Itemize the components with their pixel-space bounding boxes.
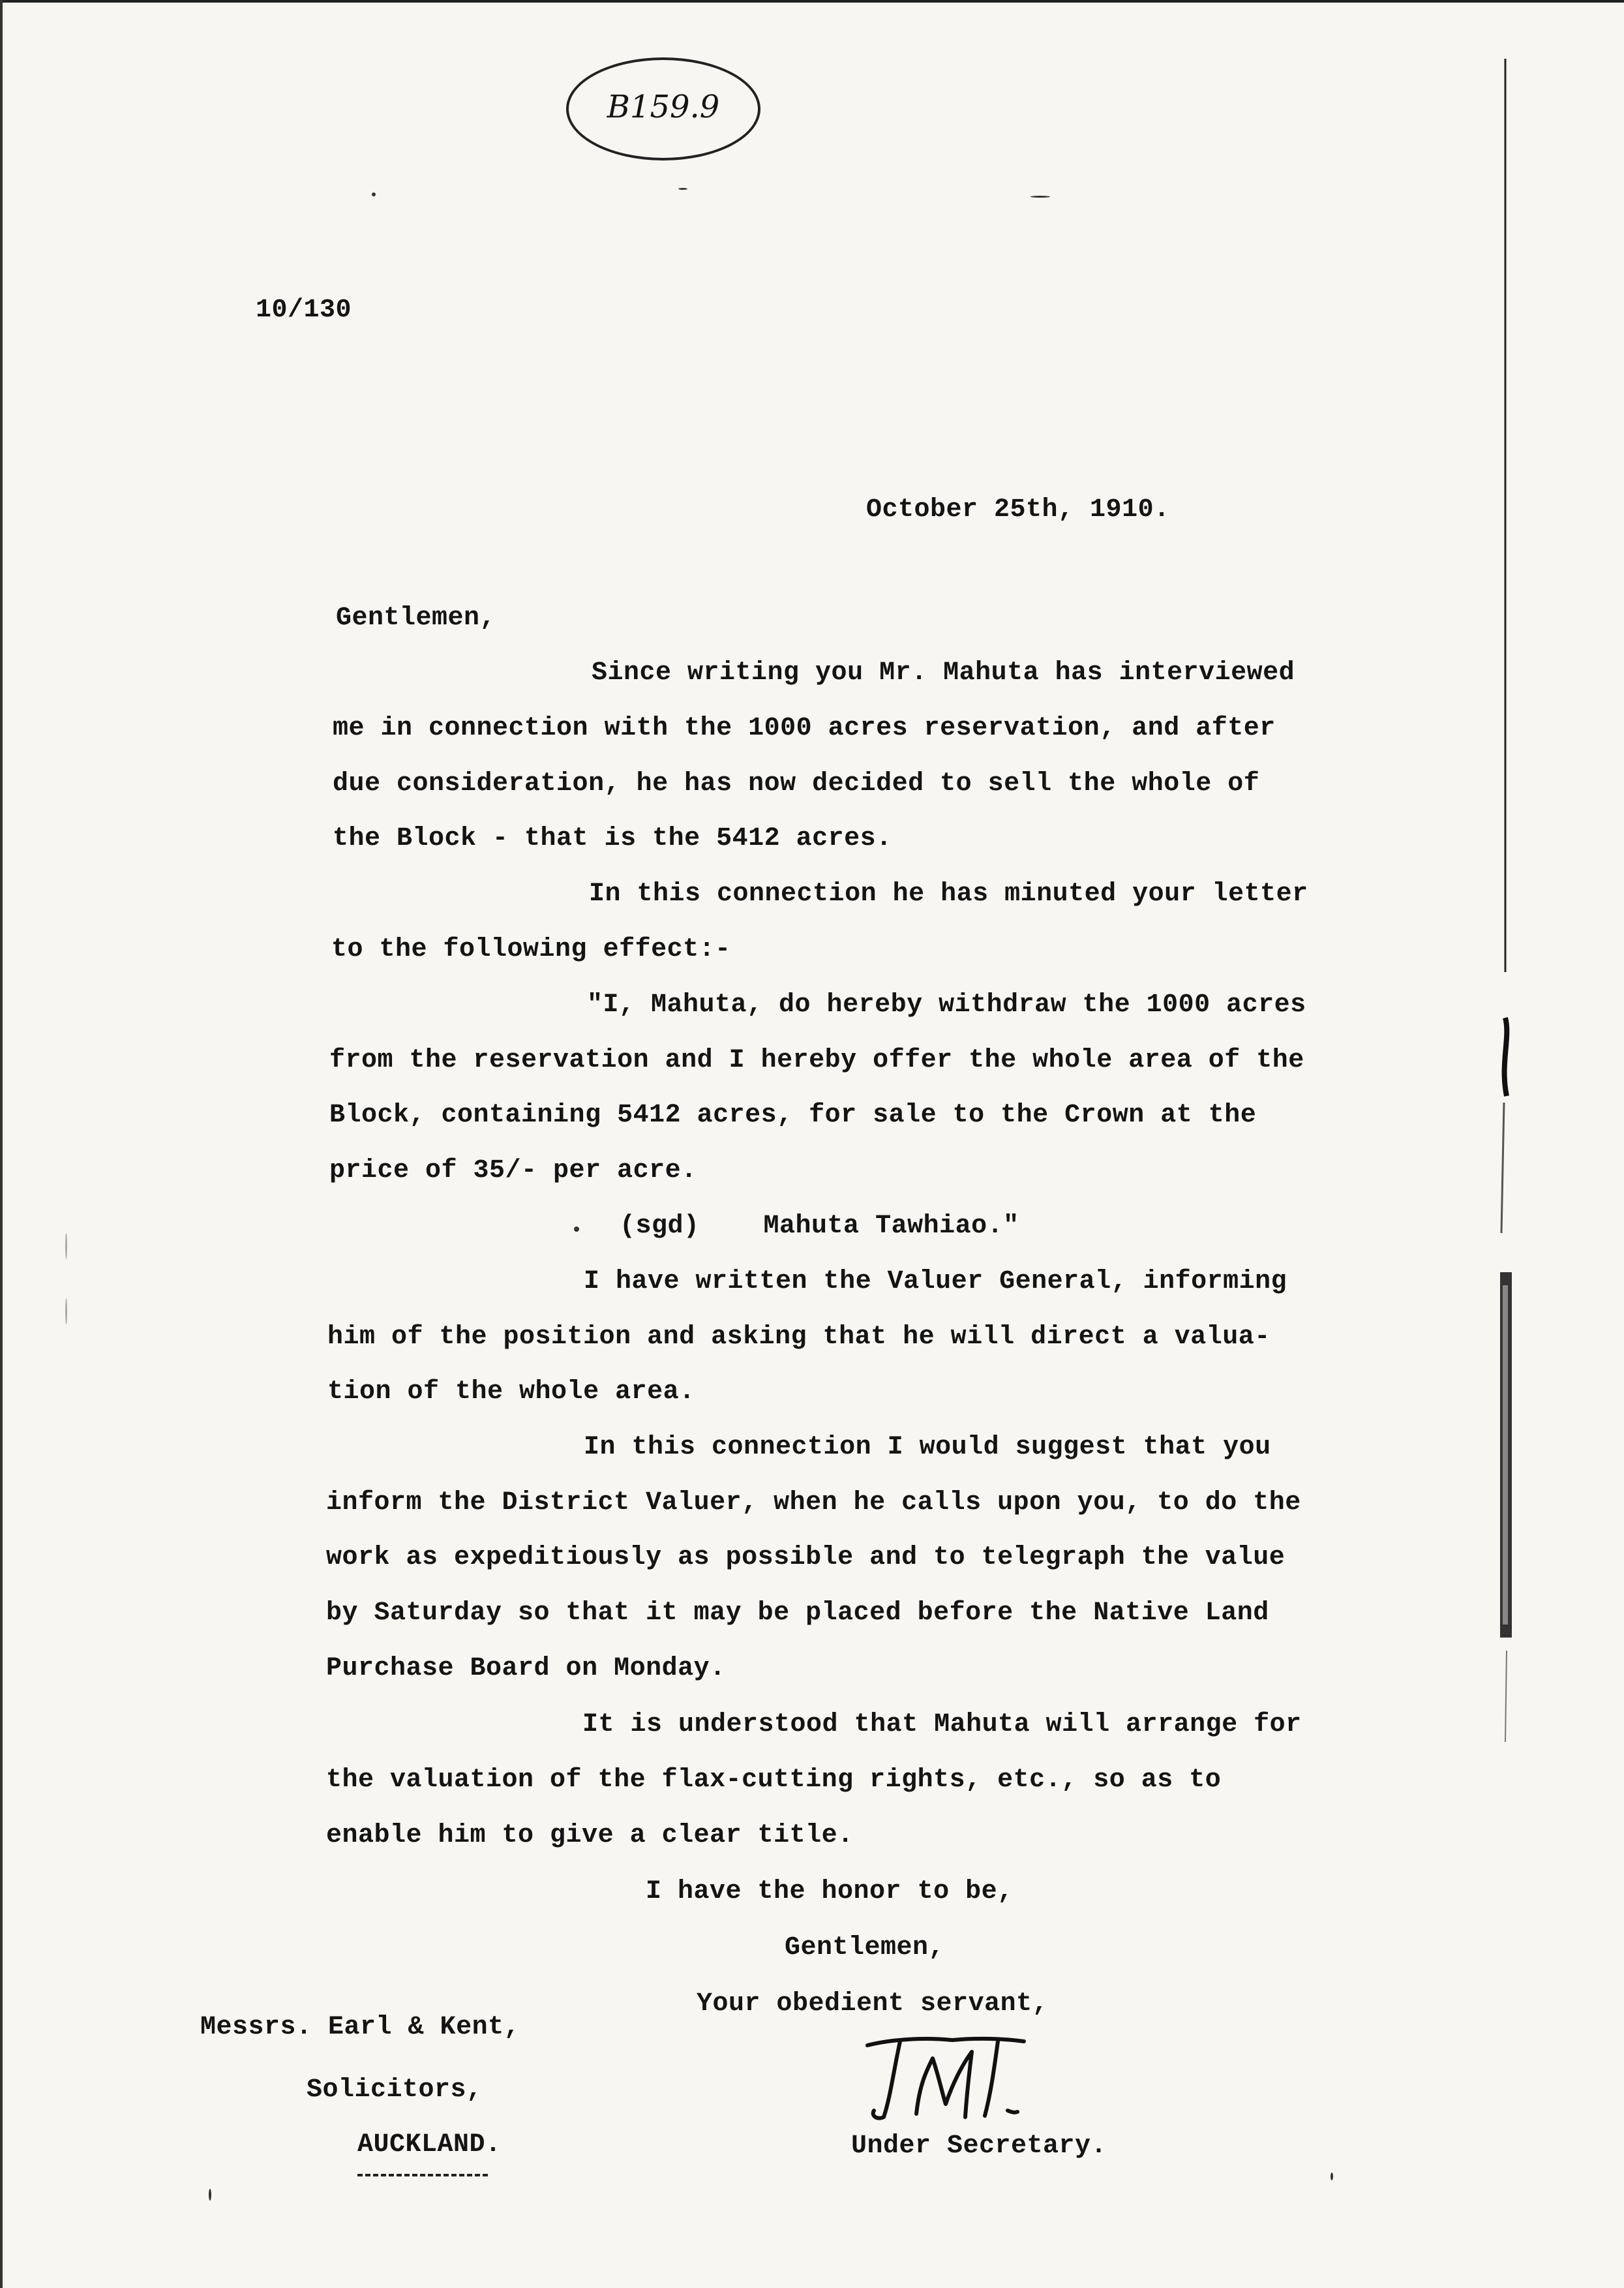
letter-date: October 25th, 1910. bbox=[866, 495, 1170, 525]
body-line: due consideration, he has now decided to sell the whole of bbox=[333, 769, 1260, 799]
scan-speck bbox=[1030, 196, 1050, 198]
scan-speck bbox=[65, 1298, 67, 1324]
file-number-stamp bbox=[566, 57, 760, 160]
closing-line: I have the honor to be, bbox=[646, 1877, 1014, 1906]
closing-salutation: Gentlemen, bbox=[785, 1933, 945, 1962]
scan-speck bbox=[65, 1233, 67, 1259]
body-line: him of the position and asking that he will direct a valua- bbox=[327, 1322, 1271, 1352]
body-line: In this connection he has minuted your letter bbox=[589, 879, 1308, 909]
body-line: It is understood that Mahuta will arrange for bbox=[582, 1710, 1302, 1739]
body-line: Since writing you Mr. Mahuta has interviewed bbox=[592, 658, 1295, 688]
body-line: work as expeditiously as possible and to telegraph the value bbox=[326, 1543, 1286, 1572]
body-line: the valuation of the flax-cutting rights, etc., so as to bbox=[326, 1765, 1222, 1795]
page-edge-top bbox=[0, 0, 1624, 3]
scan-speck bbox=[1331, 2173, 1333, 2180]
body-line: Purchase Board on Monday. bbox=[326, 1654, 726, 1683]
page-edge-shadow bbox=[1497, 59, 1513, 1742]
quoted-signature-line: (sgd) Mahuta Tawhiao." bbox=[620, 1212, 1019, 1241]
addressee-name: Messrs. Earl & Kent, bbox=[200, 2013, 520, 2042]
closing-line: Your obedient servant, bbox=[697, 1989, 1049, 2019]
quote-line: "I, Mahuta, do hereby withdraw the 1000 acres bbox=[587, 990, 1306, 1020]
scan-speck bbox=[574, 1227, 579, 1232]
body-line: enable him to give a clear title. bbox=[326, 1821, 854, 1850]
body-line: I have written the Valuer General, informing bbox=[584, 1267, 1287, 1296]
scan-speck bbox=[372, 192, 376, 196]
addressee-profession: Solicitors, bbox=[307, 2075, 483, 2105]
body-line: me in connection with the 1000 acres reservation, and after bbox=[333, 714, 1276, 743]
scan-speck bbox=[209, 2189, 211, 2201]
body-line: to the following effect:- bbox=[331, 935, 731, 964]
reference-number: 10/130 bbox=[256, 296, 352, 325]
page-edge-left bbox=[0, 0, 3, 2288]
stamp-number: B159.9 bbox=[607, 89, 720, 125]
signatory-title: Under Secretary. bbox=[851, 2131, 1107, 2161]
body-line: the Block - that is the 5412 acres. bbox=[333, 824, 892, 853]
scan-speck bbox=[678, 188, 687, 190]
quote-line: from the reservation and I hereby offer the whole area of the bbox=[329, 1046, 1304, 1075]
quote-line: price of 35/- per acre. bbox=[329, 1156, 697, 1185]
body-line: In this connection I would suggest that you bbox=[584, 1433, 1271, 1462]
salutation: Gentlemen, bbox=[336, 603, 496, 633]
body-line: inform the District Valuer, when he calls upon you, to do the bbox=[326, 1488, 1301, 1518]
city-underline bbox=[357, 2174, 488, 2176]
body-line: by Saturday so that it may be placed before the Native Land bbox=[326, 1598, 1269, 1628]
addressee-city: AUCKLAND. bbox=[357, 2130, 502, 2159]
body-line: tion of the whole area. bbox=[327, 1377, 695, 1407]
quote-line: Block, containing 5412 acres, for sale to the Crown at the bbox=[329, 1101, 1257, 1130]
handwritten-initials-signature bbox=[854, 2032, 1050, 2130]
